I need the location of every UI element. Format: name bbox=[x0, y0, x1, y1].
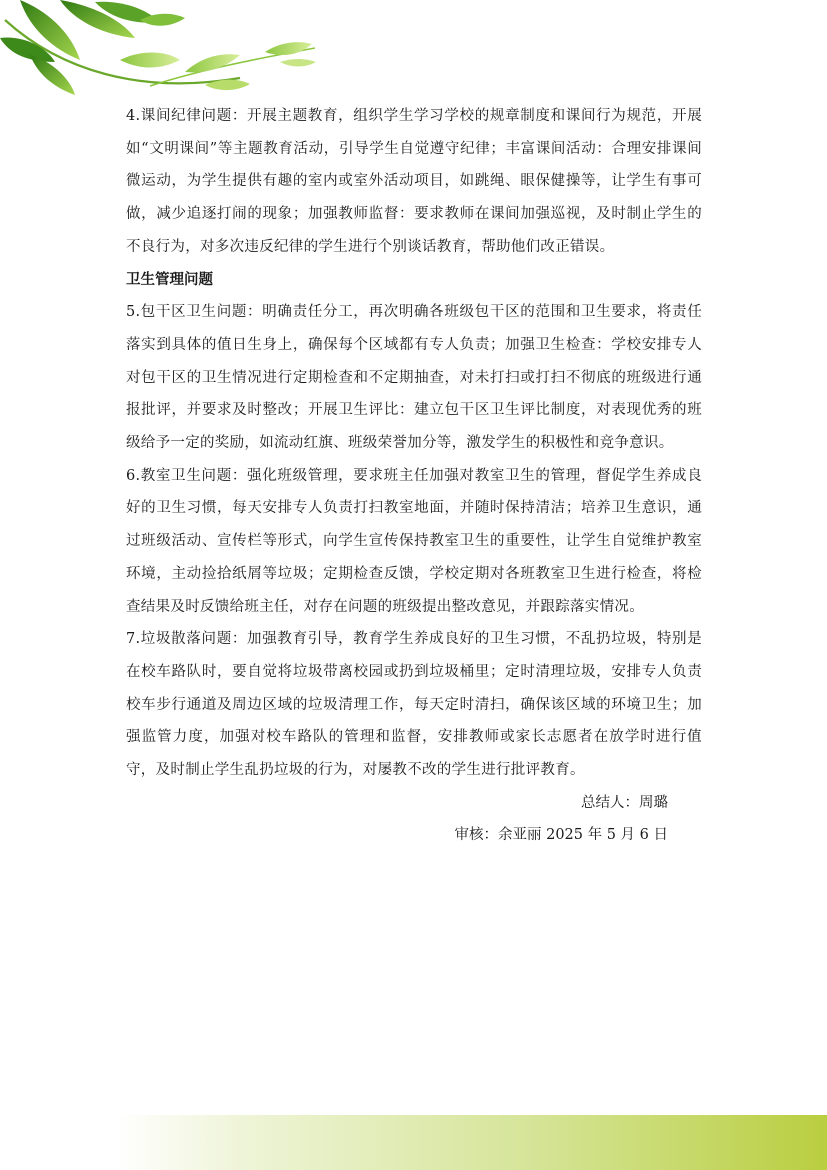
footer-gradient-band bbox=[0, 1115, 827, 1170]
summary-author: 总结人：周璐 bbox=[581, 794, 668, 811]
section-heading-hygiene: 卫生管理问题 bbox=[126, 271, 213, 288]
paragraph-class-discipline: 4.课间纪律问题：开展主题教育，组织学生学习学校的规章制度和课间行为规范，开展如“文明课间”等主题教育活动，引导学生自觉遵守纪律；丰富课间活动：合理安排课间微运动，为学生提供有趣的室内或室外活动项目，如跳绳、眼保健操等，让学生有事可做，减少追逐打闹的现象；加强教师监督：要求教师在课间加强巡视，及时制止学生的不良行为，对多次违反纪律的学生进行个别谈话教育，帮助他们改正错误。 bbox=[126, 108, 702, 255]
review-signature: 审核：余亚丽 2025 年 5 月 6 日 bbox=[454, 827, 668, 844]
paragraph-area-hygiene: 5.包干区卫生问题：明确责任分工，再次明确各班级包干区的范围和卫生要求，将责任落实到具体的值日生身上，确保每个区域都有专人负责；加强卫生检查：学校安排专人对包干区的卫生情况进行定期检查和不定期抽查，对未打扫或打扫不彻底的班级进行通报批评，并要求及时整改；开展卫生评比：建立包干区卫生评比制度，对表现优秀的班级给予一定的奖励，如流动红旗、班级荣誉加分等，激发学生的积极性和竞争意识。 bbox=[126, 304, 702, 452]
document-body bbox=[126, 100, 702, 852]
paragraph-classroom-hygiene: 6.教室卫生问题：强化班级管理，要求班主任加强对教室卫生的管理，督促学生养成良好的卫生习惯，每天安排专人负责打扫教室地面，并随时保持清洁；培养卫生意识，通过班级活动、宣传栏等形式，向学生宣传保持教室卫生的重要性，让学生自觉维护教室环境，主动捡拾纸屑等垃圾；定期检查反馈，学校定期对各班教室卫生进行检查，将检查结果及时反馈给班主任，对存在问题的班级提出整改意见，并跟踪落实情况。 bbox=[126, 467, 702, 615]
paragraph-litter: 7.垃圾散落问题：加强教育引导，教育学生养成良好的卫生习惯，不乱扔垃圾，特别是在校车路队时，要自觉将垃圾带离校园或扔到垃圾桶里；定时清理垃圾，安排专人负责校车步行通道及周边区域的垃圾清理工作，每天定时清扫，确保该区域的环境卫生；加强监管力度，加强对校车路队的管理和监督，安排教师或家长志愿者在放学时进行值守，及时制止学生乱扔垃圾的行为，对屡教不改的学生进行批评教育。 bbox=[126, 631, 702, 779]
